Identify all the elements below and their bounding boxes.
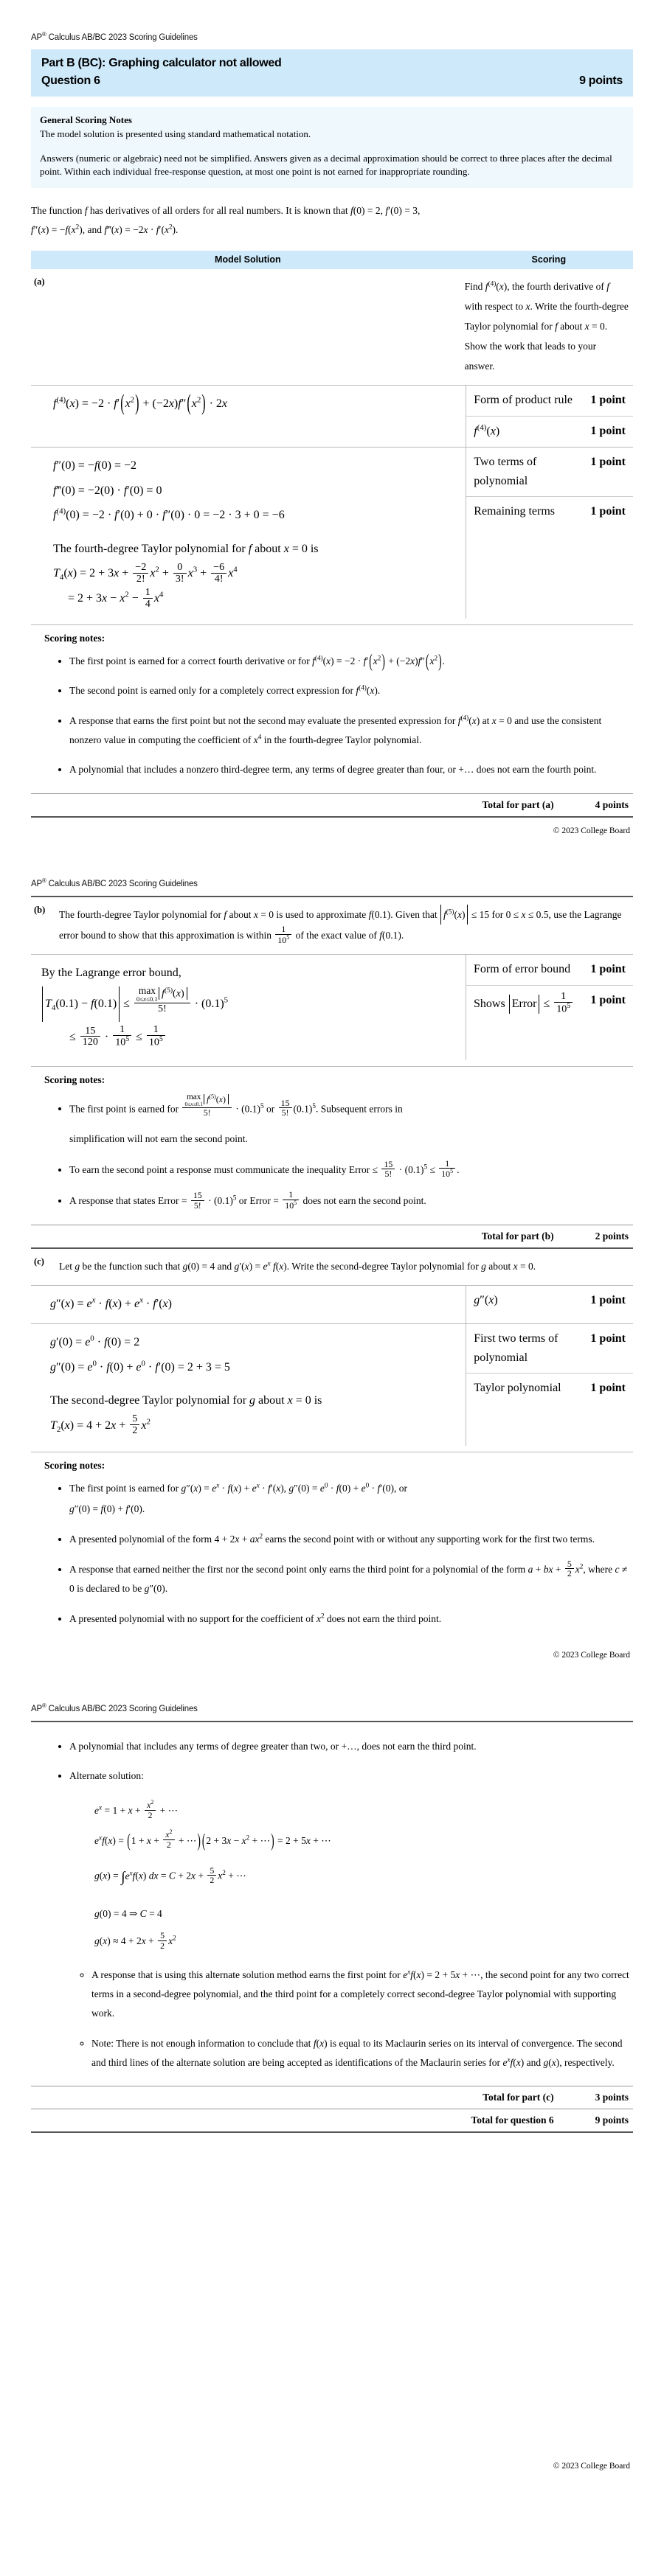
page-3: [0, 1702, 664, 2471]
note-item: • A response that earned neither the first nor the second point only earns the third point for a polynomial of the form a + bx + $\frac{5}{2}$ $x^2$, where c ≠ 0 is declared to be g″(0).: [69, 1559, 633, 1599]
score-label: Two terms of polynomial: [474, 456, 537, 487]
copyright-page-3: © 2023 College Board: [553, 2462, 630, 2471]
eq-lagrange-bound: ≤ $\frac{15}{120}$ · $\frac{1}{10^5}$ ≤ $\frac{1}{10^5}$: [41, 1022, 457, 1053]
part-a-model-solution-2: [31, 448, 466, 619]
eq-alt-g0: g(0) = 4 ⇒ C = 4: [94, 1908, 162, 1920]
part-c-total: [31, 2086, 633, 2109]
question-total: [31, 2109, 633, 2133]
part-c-table: [31, 1249, 633, 1285]
score-label: Shows Error ≤ $\frac{1}{10^5}$: [474, 991, 574, 1014]
note-item: • The first point is earned for max 0≤x≤0.1 $f^{(5)}(x)$ 5! · $(0.1)^5$ or $\frac{15}{5!}$ $(0.1)^5$. Subsequent errors in simplification will not earn the second point.: [69, 1093, 633, 1149]
part-b-table: [31, 897, 633, 954]
part-a-scoring-notes: [31, 624, 633, 793]
scoring-notes-title: Scoring notes:: [44, 1459, 106, 1471]
eq-T4-line2: = $2 + 3x - x^2$ − $\frac{1}{4}$ $x^4$: [68, 585, 164, 610]
score-label: g″(x): [474, 1293, 498, 1306]
score-row-gpp: [466, 1286, 633, 1316]
part-c-prompt: Let g be the function such that g(0) = 4 and $g'(x) = e^x$ f(x). Write the second-degree Taylor polynomial for g about x = 0.: [59, 1259, 536, 1272]
score-row-taylor-polynomial: [466, 1374, 633, 1404]
question-points: 9 points: [579, 74, 623, 87]
part-title: Part B (BC): Graphing calculator not allowed: [41, 56, 282, 69]
score-row-form-error-bound: [466, 955, 633, 986]
eq-T4-line1: $T_4(x) = 2 + 3x$ + $\frac{-2}{2!}$ $x^2$ + $\frac{0}{3!}$ $x^3$ + $\frac{-6}{4!}$ $x^4$: [53, 560, 238, 585]
note-subitem: ◦ A response that is using this alternate solution method earns the first point for $e^xf(x) = 2 + 5x$ + ⋯, the second point for any two correct terms in a second-degree polynomial, and the third point for a completely correct second-degree Taylor polynomial with supporting work.: [91, 1966, 633, 2024]
score-points: 1 point: [590, 1332, 626, 1346]
note-item: • A polynomial that includes any terms of degree greater than two, or +…, does not earn the third point.: [69, 1737, 633, 1756]
score-label: Remaining terms: [474, 505, 556, 518]
part-b-prompt-row: [31, 897, 633, 954]
score-label: Taylor polynomial: [474, 1382, 561, 1395]
total-label: Total for part (c): [483, 2092, 554, 2103]
score-label: $f^{(4)}(x)$: [474, 423, 500, 438]
question-stem: [31, 201, 633, 239]
running-head-text: AP® Calculus AB/BC 2023 Scoring Guidelines: [31, 877, 198, 889]
note-item: • A response that earns the first point but not the second may evaluate the presented expression for $f^{(4)}(x)$ at x = 0 and use the consistent nonzero value in computing the coefficient of $x^4$ in the fourth-degree Taylor polynomial.: [69, 711, 633, 751]
general-scoring-notes: [31, 107, 633, 188]
eq-f4-0: $f^{(4)}(0) = -2 \cdot f'(0) + 0 \cdot f''(0) \cdot 0 = -2 \cdot 3 + 0 = -6$: [53, 507, 285, 522]
stem-line-1: The function f has derivatives of all orders for all real numbers. It is known that f(0) = 2, f′(0) = 3,: [31, 205, 421, 217]
score-row-first-two-terms: [466, 1324, 633, 1374]
scoring-notes-title: Scoring notes:: [44, 1073, 106, 1085]
eq-fppp-0: f‴(0) = −2(0) · f′(0) = 0: [53, 484, 162, 497]
note-item: • To earn the second point a response must communicate the inequality Error ≤ $\frac{15}{5!}$ · $(0.1)^5$ ≤ $\frac{1}{10^5}$ .: [69, 1159, 633, 1180]
score-points: 1 point: [590, 394, 626, 407]
note-item: • The first point is earned for a correct fourth derivative or for $f^{(4)}(x) = -2 \cdot f'(x^2) + (-2x)f''(x^2)$.: [69, 652, 633, 671]
score-points: 1 point: [590, 994, 626, 1007]
eq-alt-g-integral: $g(x) = \int e^xf(x)$ dx = C + 2x + $\frac{5}{2}$ $x^2$ + ⋯: [94, 1865, 246, 1886]
score-row-remaining-terms: [466, 497, 633, 527]
part-a-model-solution: [31, 386, 466, 447]
eq-alt-g-approx: g(x) ≈ 4 + 2x + $\frac{5}{2}$ $x^2$: [94, 1930, 176, 1951]
part-c-scoring-notes-continued: [31, 1728, 633, 2086]
table-header-row: [31, 251, 633, 269]
general-scoring-notes-title: General Scoring Notes: [40, 114, 132, 125]
part-b-label: (b): [34, 905, 46, 916]
note-item: • A presented polynomial with no support for the coefficient of $x^2$ does not earn the third point.: [69, 1609, 633, 1629]
stem-line-2: $f''(x) = -f(x^2)$, and f‴(x) = $-2x \cdot f'(x^2)$.: [31, 223, 179, 235]
score-row-product-rule: [466, 386, 633, 417]
question-total-label: Total for question 6: [471, 2114, 554, 2126]
score-points: 1 point: [590, 425, 626, 438]
total-points: 4 points: [595, 798, 629, 810]
running-head-text: AP® Calculus AB/BC 2023 Scoring Guidelines: [31, 31, 198, 42]
score-label: Form of error bound: [474, 963, 571, 976]
text-lagrange-intro: By the Lagrange error bound,: [41, 967, 181, 980]
running-head: [31, 31, 633, 42]
note-item: • A presented polynomial of the form $4 + 2x + ax^2$ earns the second point with or without any supporting work for the first two terms.: [69, 1530, 633, 1549]
note-item: • A polynomial that includes a nonzero third-degree term, any terms of degree greater than four, or +… does not earn the fourth point.: [69, 760, 633, 779]
total-label: Total for part (b): [481, 1230, 554, 1242]
note-subitem: ◦ Note: There is not enough information to conclude that f(x) is equal to its Maclaurin series on its interval of convergence. The second and third lines of the alternate solution are being accepted as identifications of the Maclaurin series for $e^xf(x)$ and g(x), respectively.: [91, 2034, 633, 2073]
part-c-solution-grid-2: [31, 1323, 633, 1446]
page-1: [0, 0, 664, 835]
part-b-scoring-notes: [31, 1066, 633, 1225]
score-label: First two terms of polynomial: [474, 1332, 558, 1364]
total-points: 3 points: [595, 2092, 629, 2103]
eq-f4-of-x: $f^{(4)}(x) = -2 \cdot f'(x^2) + (-2x)f''(x^2) \cdot 2x$: [53, 391, 228, 416]
part-c-scoring-bottom: [466, 1324, 633, 1446]
part-c-solution-grid: [31, 1285, 633, 1324]
question-title-band: [31, 49, 633, 97]
score-label: Form of product rule: [474, 394, 573, 407]
part-a-total: [31, 793, 633, 818]
eq-gp-0: $g'(0) = e^0 \cdot f(0) = 2$: [50, 1334, 140, 1349]
text-second-degree-intro: The second-degree Taylor polynomial for g about x = 0 is: [50, 1394, 322, 1407]
part-c-scoring-notes: [31, 1452, 633, 1642]
part-c-model-solution-1: [31, 1286, 466, 1324]
note-item: • A response that states Error = $\frac{15}{5!}$ · $(0.1)^5$ or Error = $\frac{1}{10^5}$ does not earn the second point.: [69, 1190, 633, 1211]
score-row-shows-error: [466, 986, 633, 1020]
total-label: Total for part (a): [482, 798, 554, 810]
general-scoring-notes-p1: The model solution is presented using standard mathematical notation.: [40, 128, 311, 139]
part-a-prompt-row: [31, 269, 633, 385]
part-b-prompt: The fourth-degree Taylor polynomial for f about x = 0 is used to approximate f(0.1). Given that $f^{(5)}(x) \le 15$ for 0 ≤ x ≤ 0.5, use the Lagrange error bound to show that this approximation is within $\frac{1}{10^5}$ of the exact value of f(0.1).: [59, 897, 633, 954]
part-a-solution-grid-2: [31, 447, 633, 619]
running-head-text: AP® Calculus AB/BC 2023 Scoring Guidelines: [31, 1702, 198, 1713]
score-row-f4: [466, 417, 633, 447]
score-points: 1 point: [590, 1293, 626, 1306]
part-b-total: [31, 1225, 633, 1249]
part-a-label: (a): [34, 276, 45, 288]
part-b-solution-grid: [31, 954, 633, 1059]
eq-gpp-x: $g''(x) = e^x \cdot f(x) + e^x \cdot f'(x)$: [50, 1295, 172, 1310]
running-head: [31, 878, 633, 889]
header-model-solution: Model Solution: [31, 251, 465, 269]
part-b-scoring: [466, 955, 633, 1059]
general-scoring-notes-p2: Answers (numeric or algebraic) need not be simplified. Answers given as a decimal approximation should be correct to three places after the decimal point. Within each individual free-response question, at most one point is not earned for inappropriate rounding.: [40, 152, 612, 178]
question-label: Question 6: [41, 74, 100, 87]
part-a-prompt: Find $f^{(4)}(x)$, the fourth derivative of f with respect to x. Write the fourth-degree Taylor polynomial for f about x = 0. Show the work that leads to your answer.: [464, 279, 629, 372]
part-b-model-solution: [31, 955, 466, 1059]
part-a-table: [31, 251, 633, 385]
question-total-points: 9 points: [595, 2114, 629, 2126]
note-item: • Alternate solution: $e^x = 1 + x$ + $\frac{x^2}{2}$ + ⋯ $e^xf(x) = (1 + x$ + $\frac{x^2}{2}$ + ⋯) ($2 + 3x - x^2$ + ⋯) = 2 + 5x + ⋯ $g(x) = \int e^xf(x)$ dx = C + 2x + $\frac{5}{2}$ $x^2$ + ⋯ g(0) = 4 ⇒ C = 4 g(x) ≈ 4 + 2x + $\frac{5}{2}$ $x^2$ ◦ A response that is using this alternate solution method earns the first point for $e^xf(x) = 2 + 5x$ + ⋯, the second point for any two correct terms in a second-degree polynomial, and the third point for a completely correct second-degree Taylor polynomial with supporting work. ◦ Note: There is not enough information to conclude that f(x) is equal to its Maclaurin series on its interval of convergence. The second and third lines of the alternate solution are being accepted as identifications of the Maclaurin series for $e^xf(x)$ and g(x), respectively.: [69, 1766, 633, 2072]
score-points: 1 point: [590, 963, 626, 976]
score-points: 1 point: [590, 456, 626, 468]
eq-lagrange-main: $T_4(0.1) - f(0.1)$ ≤ max 0≤x≤0.1 $f^{(5)}(x)$ 5! · $(0.1)^5$: [41, 986, 457, 1022]
eq-alt-exf-series: $e^xf(x) = (1 + x$ + $\frac{x^2}{2}$ + ⋯) ($2 + 3x - x^2$ + ⋯) = 2 + 5x + ⋯: [94, 1828, 331, 1851]
part-a-scoring-bottom: [466, 448, 633, 619]
copyright-page-2: © 2023 College Board: [553, 1650, 630, 1660]
copyright-page-1: © 2023 College Board: [553, 826, 630, 835]
page-3-top-rule: [31, 1721, 633, 1722]
eq-T2: $T_2(x) = 4 + 2x$ + $\frac{5}{2}$ $x^2$: [50, 1413, 151, 1437]
eq-alt-ex-series: $e^x = 1 + x$ + $\frac{x^2}{2}$ + ⋯: [94, 1799, 179, 1820]
part-c-prompt-row: [31, 1249, 633, 1285]
running-head: [31, 1702, 633, 1713]
note-item: • The first point is earned for $g''(x) = e^x \cdot f(x) + e^x \cdot f'(x)$, $g''(0) = e^0 \cdot f(0) + e^0 \cdot f'(0)$, or g″(0) = f(0) + f′(0).: [69, 1479, 633, 1520]
score-points: 1 point: [590, 1382, 626, 1395]
header-scoring: Scoring: [465, 251, 633, 269]
score-row-two-terms: [466, 448, 633, 497]
page-2: [0, 878, 664, 1660]
part-a-solution-grid: [31, 385, 633, 447]
scoring-notes-title: Scoring notes:: [44, 632, 106, 644]
total-points: 2 points: [595, 1230, 629, 1242]
eq-fpp-0: f″(0) = −f(0) = −2: [53, 459, 136, 472]
part-c-scoring-top: [466, 1286, 633, 1324]
part-a-scoring-top: [466, 386, 633, 447]
part-c-label: (c): [34, 1256, 44, 1267]
part-c-model-solution-2: [31, 1324, 466, 1446]
text-fourth-degree-intro: The fourth-degree Taylor polynomial for f about x = 0 is: [53, 542, 319, 555]
note-item: • The second point is earned only for a completely correct expression for $f^{(4)}(x)$.: [69, 681, 633, 700]
eq-gpp-0: $g''(0) = e^0 \cdot f(0) + e^0 \cdot f'(0) = 2 + 3 = 5$: [50, 1359, 230, 1374]
score-points: 1 point: [590, 505, 626, 518]
